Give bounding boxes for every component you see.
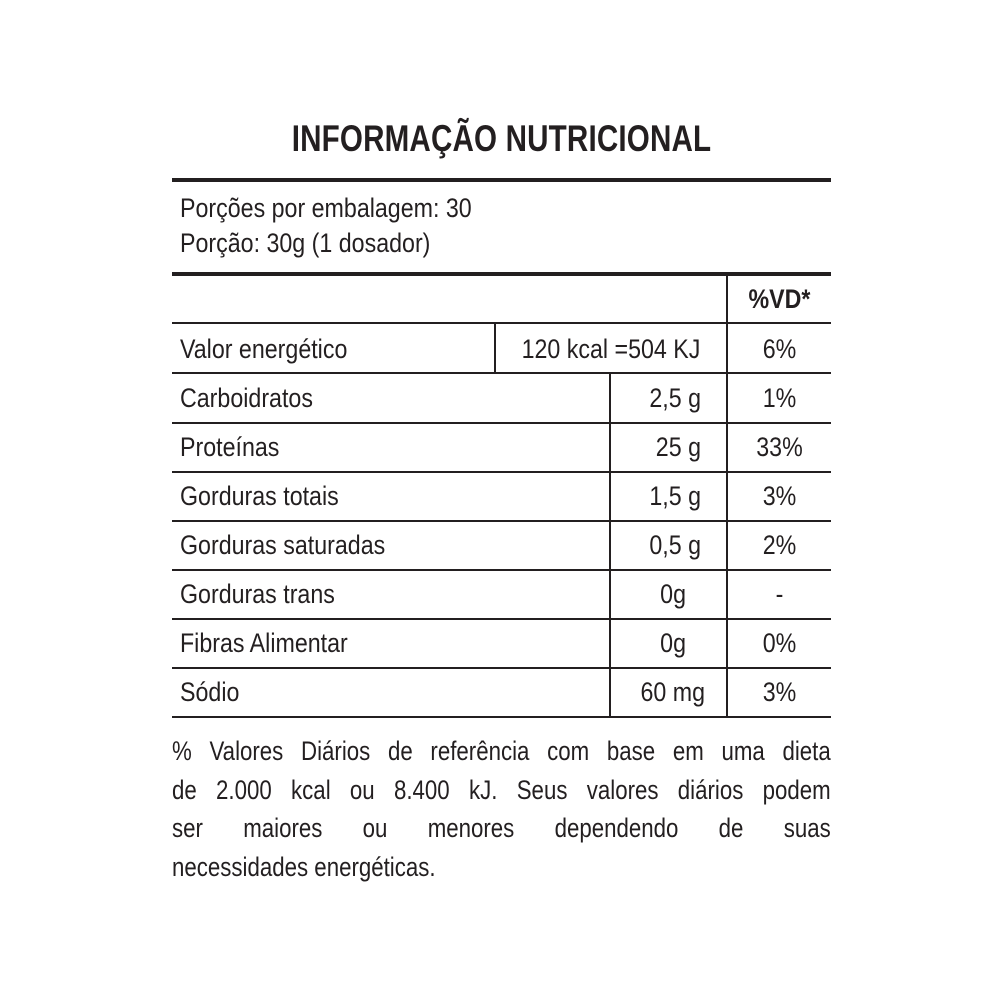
- energy-amount: 120 kcal =504 KJ: [521, 334, 701, 364]
- nutrient-amount: 25 g: [655, 432, 701, 462]
- row-divider: [172, 569, 831, 571]
- vd-header: %VD*: [748, 284, 811, 314]
- nutrient-label: Gorduras saturadas: [180, 530, 386, 560]
- nutrient-label: Sódio: [180, 677, 240, 707]
- nutrient-amount: 0g: [660, 628, 686, 658]
- table-top-rule: [172, 272, 831, 276]
- row-divider: [172, 372, 831, 374]
- footnote-line: % Valores Diários de referência com base em uma dieta: [172, 736, 831, 766]
- row-divider: [172, 520, 831, 522]
- row-divider: [172, 322, 831, 324]
- nutrition-facts-panel: [172, 0, 831, 1000]
- nutrition-title: INFORMAÇÃO NUTRICIONAL: [291, 118, 712, 159]
- daily-values-footnote: [172, 732, 831, 886]
- portion-size: Porção: 30g (1 dosador): [180, 228, 431, 258]
- nutrient-amount: 60 mg: [640, 677, 705, 707]
- nutrient-label: Gorduras totais: [180, 481, 339, 511]
- nutrient-vd: 1%: [762, 383, 797, 413]
- row-divider: [172, 667, 831, 669]
- nutrient-label: Proteínas: [180, 432, 280, 462]
- nutrient-vd: 0%: [762, 628, 797, 658]
- row-divider: [172, 618, 831, 620]
- top-rule: [172, 178, 831, 182]
- nutrient-vd: 3%: [762, 481, 797, 511]
- nutrient-vd: 33%: [756, 432, 803, 462]
- nutrient-label: Carboidratos: [180, 383, 313, 413]
- footnote-line: de 2.000 kcal ou 8.400 kJ. Seus valores diários podem: [172, 774, 831, 805]
- row-divider: [172, 422, 831, 424]
- nutrient-vd: 3%: [762, 677, 797, 707]
- vd-column-divider: [726, 276, 728, 718]
- nutrient-label: Fibras Alimentar: [180, 628, 348, 658]
- footnote-line: necessidades energéticas.: [172, 851, 436, 882]
- nutrient-amount: 1,5 g: [649, 481, 701, 511]
- footnote-line: ser maiores ou menores dependendo de suas: [172, 813, 831, 843]
- energy-vd: 6%: [762, 334, 797, 364]
- amount-column-divider: [609, 372, 611, 718]
- nutrient-amount: 0g: [660, 579, 686, 609]
- nutrient-amount: 2,5 g: [649, 383, 701, 413]
- energy-label: Valor energético: [180, 334, 348, 364]
- row-divider: [172, 471, 831, 473]
- energy-column-divider: [494, 322, 496, 374]
- nutrient-vd: 2%: [762, 530, 797, 560]
- servings-per-package: Porções por embalagem: 30: [180, 193, 472, 223]
- nutrient-label: Gorduras trans: [180, 579, 335, 609]
- nutrient-amount: 0,5 g: [649, 530, 701, 560]
- nutrient-vd: -: [775, 579, 784, 609]
- table-bottom-rule: [172, 716, 831, 718]
